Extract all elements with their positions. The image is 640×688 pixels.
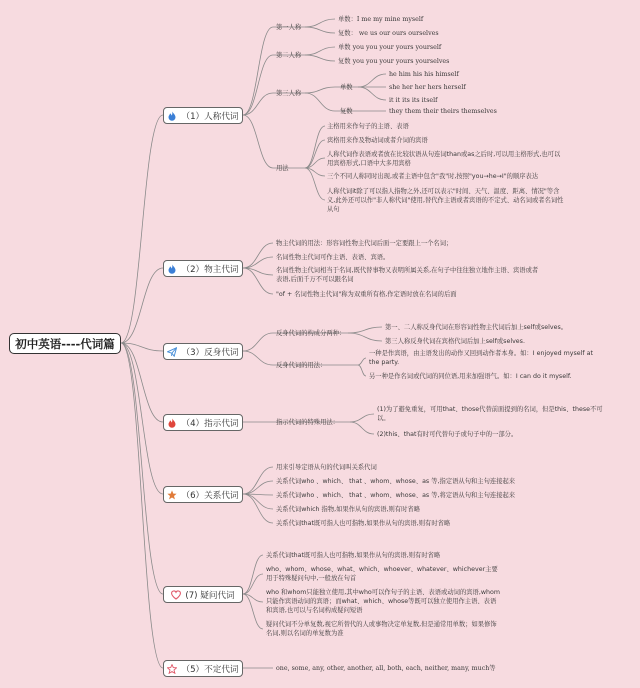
first-person-label: 第一人称: [276, 24, 302, 31]
relative-item: 关系代词who 、which、 that 、whom、whose、as 等,指定语从句和主句连接起来: [276, 478, 516, 485]
interrogative-item: who 和whom只能独立使用,其中who可以作句子的主语、表语或动词的宾语,whom只能作宾语动词的宾语；而what、which、whose等既可以独立使用作主语、表语和宾语,也可以与名词构成疑问短语: [266, 589, 500, 614]
relative-item: 关系代词who 、which、 that 、whom、whose、as 等,将定语从句和主句连接起来: [276, 492, 516, 499]
branch-personal-pronouns[interactable]: [163, 107, 243, 124]
branch-reflexive-pronouns[interactable]: [163, 343, 243, 360]
reflexive-usage-item: 一种是作宾语，由主语发出的动作又回到动作者本身。如：I enjoyed myself at the party.: [369, 350, 593, 366]
possessive-item: 名词性物主代词相当于名词,既代替事物又表明所属关系,在句子中往往独立地作主语、宾语或者表语,后面千万不可以跟名词: [276, 267, 539, 283]
flame-icon: [167, 111, 177, 121]
branch-relative-pronouns[interactable]: [163, 486, 243, 503]
star-outline-icon: [167, 664, 177, 674]
usage-item: 宾格用来作及物动词或者介词的宾语: [327, 137, 428, 144]
demonstrative-usage-item: (2)this、that有时可代替句子或句子中的一部分。: [377, 431, 518, 438]
reflexive-formation-item: 第一、二人称反身代词在形容词性物主代词后加上self或selves。: [385, 324, 568, 331]
third-person-she: she her her hers herself: [389, 84, 466, 91]
branch-interrogative-pronouns[interactable]: [163, 586, 243, 603]
indefinite-item: one, some, any, other, another, all, both, each, neither, many, much等: [276, 665, 496, 672]
demonstrative-usage-item: (1)为了避免重复，可用that、those代替前面提到的名词，但是this、these不可以。: [377, 406, 603, 422]
usage-item: 主格用来作句子的主语、表语: [327, 123, 409, 130]
usage-label: 用法: [276, 165, 289, 172]
branch-label: （3）反身代词: [181, 347, 239, 358]
possessive-item: "of + 名词性物主代词"称为双重所有格,作定语时放在名词的后面: [276, 291, 457, 298]
interrogative-item: who、whom、whose、what、which、whoever、whatever、whichever主要用于特殊疑问句中,一般放在句首: [266, 566, 498, 582]
third-person-plural-label: 复数: [340, 108, 353, 115]
first-person-plural: 复数： we us our ours ourselves: [338, 30, 439, 37]
branch-label: （2）物主代词: [181, 264, 239, 275]
reflexive-usage-label: 反身代词的用法：: [276, 362, 327, 369]
star-icon: [167, 490, 177, 500]
demonstrative-usage-label: 指示代词的特殊用法：: [276, 419, 339, 426]
interrogative-item: 疑问代词不分单复数,视它所替代的人或事物决定单复数,但是通常用单数；如果修饰名词,则以名词的单复数为准: [266, 621, 497, 637]
third-person-he: he him his his himself: [389, 71, 459, 78]
third-person-it: it it its its itself: [389, 97, 438, 104]
second-person-plural: 复数 you you your yours yourselves: [338, 58, 450, 65]
possessive-item: 物主代词的用法：形容词性物主代词后面一定要跟上一个名词；: [276, 240, 453, 247]
branch-label: （6）关系代词: [181, 490, 239, 501]
third-person-they: they them their theirs themselves: [389, 108, 497, 115]
paper-plane-icon: [167, 347, 177, 357]
branch-label: （1）人称代词: [181, 111, 239, 122]
first-person-singular: 单数：I me my mine myself: [338, 16, 424, 23]
third-person-label: 第三人称: [276, 90, 302, 97]
relative-item: 关系代词which 指物,如果作从句的宾语,则有时省略: [276, 506, 420, 513]
usage-item: 三个不同人称同时出现,或者主语中包含"我"时,按照"you→he→I"的顺序表达: [327, 173, 539, 180]
interrogative-item: 关系代词that既可指人也可指物,如果作从句的宾语,则有时省略: [266, 552, 441, 559]
branch-demonstrative-pronouns[interactable]: [163, 414, 243, 431]
relative-item: 用来引导定语从句的代词叫关系代词: [276, 464, 377, 471]
flame-icon: [167, 264, 177, 274]
root-topic[interactable]: 初中英语----代词篇: [9, 333, 121, 354]
relative-item: 关系代词that既可指人也可指物,如果作从句的宾语,则有时省略: [276, 520, 451, 527]
reflexive-usage-item: 另一种是作名词或代词的同位语,用来加强语气。如：I can do it myself.: [369, 373, 572, 380]
heart-icon: [171, 590, 181, 600]
second-person-singular: 单数 you you your yours yourself: [338, 44, 442, 51]
branch-label: （5）不定代词: [181, 664, 239, 675]
possessive-item: 名词性物主代词可作主语、表语、宾语。: [276, 254, 390, 261]
branch-label: （4）指示代词: [181, 418, 239, 429]
third-person-singular-label: 单数: [340, 84, 353, 91]
usage-item: 人称代词作表语或者放在比较状语从句连词than或as之后时,可以用主格形式,也可以用宾格形式,口语中大多用宾格: [327, 151, 561, 167]
usage-item: 人称代词it除了可以指人指物之外,还可以表示"时间、天气、温度、距离、情况"等含义,此外还可以作"非人称代词"使用,替代作主语或者宾语的不定式、动名词或者名词性从句: [327, 188, 564, 213]
second-person-label: 第二人称: [276, 52, 302, 59]
reflexive-formation-item: 第三人称反身代词在宾格代词后加上self或selves.: [385, 338, 525, 345]
reflexive-formation-label: 反身代词的构成分两种：: [276, 330, 346, 337]
branch-label: (7) 疑问代词: [185, 590, 235, 601]
branch-possessive-pronouns[interactable]: [163, 260, 243, 277]
branch-indefinite-pronouns[interactable]: [163, 660, 243, 677]
flame-icon: [167, 418, 177, 428]
